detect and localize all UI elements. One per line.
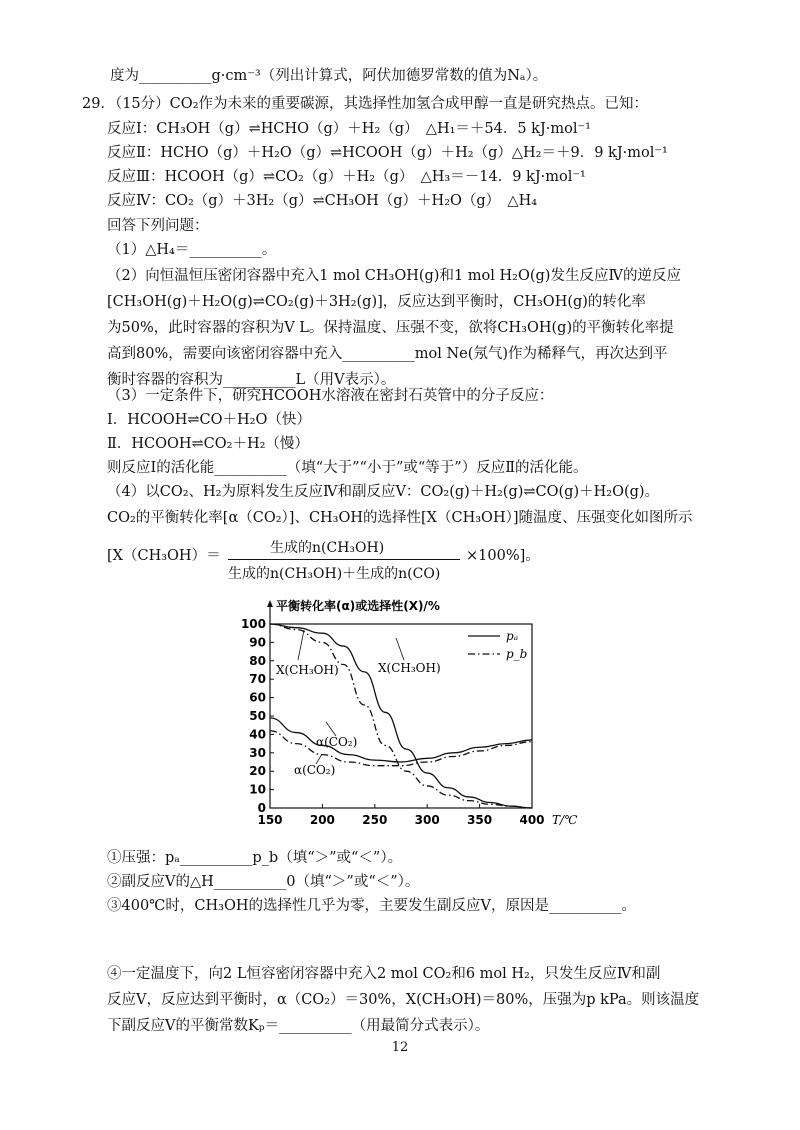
sub-question-2-line3: 为50%，此时容器的容积为V L。保持温度、压强不变，欲将CH₃OH(g)的平衡转化率提 (107, 320, 674, 336)
sub-question-4-3: ③400℃时，CH₃OH的选择性几乎为零，主要发生副反应Ⅴ，原因是__________。 (107, 898, 636, 914)
legend-label-b: p_b (506, 647, 528, 661)
reaction-4: 反应Ⅳ：CO₂（g）＋3H₂（g）⇌CH₃OH（g）＋H₂O（g） △H₄ (107, 193, 538, 209)
sub-question-2-line1: （2）向恒温恒压密闭容器中充入1 mol CH₃OH(g)和1 mol H₂O(g)发生反应Ⅳ的逆反应 (107, 268, 681, 284)
formula-numerator: 生成的n(CH₃OH) (270, 540, 385, 556)
reaction-3: 反应Ⅲ：HCOOH（g）⇌CO₂（g）＋H₂（g） △H₃＝－14．9 kJ·mol⁻¹ (107, 169, 586, 185)
sub-question-2-line5: 衡时容器的容积为__________L（用V表示）。 (107, 372, 396, 388)
sub-question-4-4-line1: ④一定温度下，向2 L恒容密闭容器中充入2 mol CO₂和6 mol H₂，只发生反应Ⅳ和副 (107, 966, 661, 982)
reaction-3-ii: Ⅱ．HCOOH⇌CO₂＋H₂（慢） (107, 436, 309, 452)
y-tick-label: 20 (249, 764, 266, 779)
y-tick-label: 0 (257, 801, 266, 815)
y-tick-label: 80 (249, 653, 266, 668)
x-tick-label: 200 (309, 813, 335, 827)
chart-annotation: X(CH₃OH) (378, 661, 441, 675)
sub-question-4-4-line3: 下副反应Ⅴ的平衡常数Kₚ＝__________（用最简分式表示）。 (107, 1018, 490, 1034)
reaction-3-i: Ⅰ．HCOOH⇌CO＋H₂O（快） (107, 412, 311, 428)
sub-question-3: （3）一定条件下，研究HCOOH水溶液在密封石英管中的分子反应： (107, 388, 554, 404)
sub-question-4-1: ①压强：pₐ__________p_b（填“＞”或“＜”）。 (107, 850, 403, 866)
chart-annotation: α(CO₂) (294, 763, 336, 777)
selectivity-formula-label: [X（CH₃OH）＝ (107, 548, 221, 564)
sub-question-2-line2: [CH₃OH(g)＋H₂O(g)⇌CO₂(g)＋3H₂(g)]，反应达到平衡时，CH₃OH(g)的转化率 (107, 294, 646, 310)
y-tick-label: 90 (249, 635, 266, 650)
sub-question-3-ask: 则反应Ⅰ的活化能__________（填“大于”“小于”或“等于”）反应Ⅱ的活化能。 (107, 460, 588, 476)
sub-question-2-line4: 高到80%，需要向该密闭容器中充入__________mol Ne(氖气)作为稀释气，再次达到平 (107, 346, 668, 362)
answer-prompt: 回答下列问题： (107, 218, 209, 234)
y-tick-label: 30 (249, 745, 266, 760)
y-tick-label: 40 (249, 727, 266, 742)
annotation-pointer (326, 722, 336, 736)
equilibrium-chart (236, 596, 578, 832)
reaction-2: 反应Ⅱ：HCHO（g）＋H₂O（g）⇌HCOOH（g）＋H₂（g）△H₂＝＋9．9 kJ·mol⁻¹ (107, 145, 668, 161)
x-tick-label: 250 (362, 813, 388, 827)
question-29-title: 29．（15分）CO₂作为未来的重要碳源，其选择性加氢合成甲醇一直是研究热点。已知： (82, 96, 648, 112)
legend-label-a: pₐ (506, 629, 519, 643)
page-number: 12 (391, 1040, 409, 1055)
y-tick-label: 70 (249, 672, 266, 687)
series-line-3 (270, 731, 532, 766)
annotation-pointer (396, 638, 404, 660)
x-tick-label: 300 (414, 813, 440, 827)
y-tick-label: 50 (249, 709, 266, 723)
sub-question-4-line1: （4）以CO₂、H₂为原料发生反应Ⅳ和副反应Ⅴ：CO₂(g)＋H₂(g)⇌CO(g)＋H₂O(g)。 (107, 484, 660, 500)
sub-question-4-2: ②副反应Ⅴ的△H__________0（填“＞”或“＜”）。 (107, 874, 420, 890)
line-density: 度为__________g·cm⁻³（列出计算式，阿伏加德罗常数的值为Nₐ）。 (110, 68, 548, 84)
y-tick-label: 10 (249, 782, 266, 797)
annotation-pointer (298, 630, 304, 660)
series-line-2 (270, 718, 532, 762)
x-tick-label: 400 (519, 813, 545, 827)
formula-tail: ×100%]。 (466, 548, 540, 564)
sub-question-1: （1）△H₄＝__________。 (107, 242, 277, 258)
fraction-bar (228, 559, 460, 560)
x-axis-label: T/℃ (552, 813, 578, 827)
y-axis-arrowhead (267, 600, 273, 607)
x-tick-label: 350 (467, 813, 493, 827)
sub-question-4-4-line2: 反应Ⅴ，反应达到平衡时，α（CO₂）＝30%，X(CH₃OH)＝80%，压强为p kPa。则该温度 (107, 992, 700, 1008)
y-axis-label: 平衡转化率(α)或选择性(X)/% (276, 599, 440, 613)
sub-question-4-line2: CO₂的平衡转化率[α（CO₂）]、CH₃OH的选择性[X（CH₃OH）]随温度、压强变化如图所示 (107, 510, 693, 526)
formula-denominator: 生成的n(CH₃OH)＋生成的n(CO) (228, 566, 441, 582)
chart-annotation: α(CO₂) (316, 735, 358, 749)
y-tick-label: 100 (240, 617, 266, 631)
x-tick-label: 150 (257, 813, 283, 827)
reaction-1: 反应Ⅰ：CH₃OH（g）⇌HCHO（g）＋H₂（g） △H₁＝＋54．5 kJ·mol⁻¹ (107, 121, 591, 137)
y-tick-label: 60 (249, 690, 266, 705)
chart-annotation: X(CH₃OH) (276, 663, 339, 677)
